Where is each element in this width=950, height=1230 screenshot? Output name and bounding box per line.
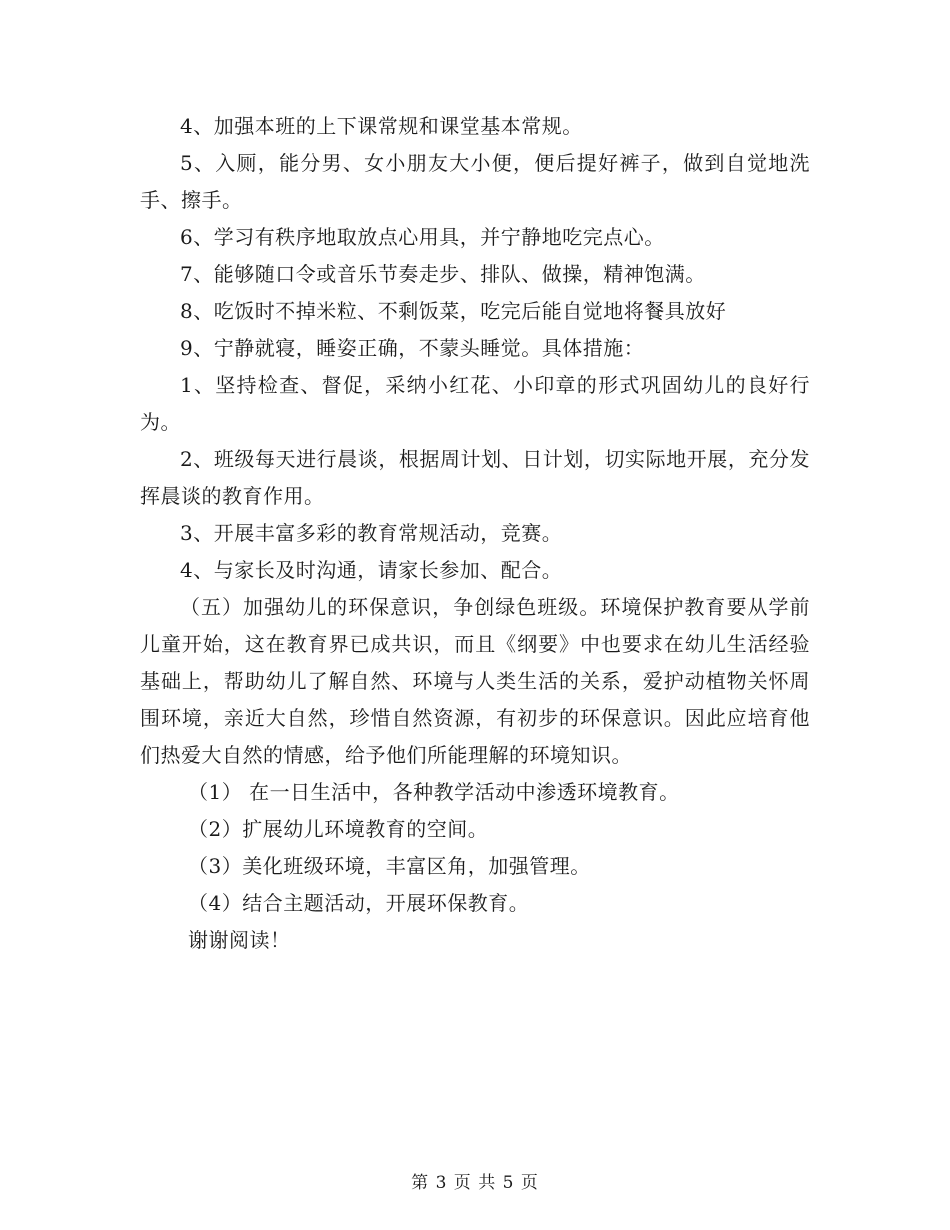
paragraph: 2、班级每天进行晨谈，根据周计划、日计划，切实际地开展，充分发挥晨谈的教育作用。 bbox=[140, 447, 810, 508]
paragraph: 1、坚持检查、督促，采纳小红花、小印章的形式巩固幼儿的良好行为。 bbox=[140, 373, 810, 434]
paragraph: 9、宁静就寝，睡姿正确，不蒙头睡觉。具体措施： bbox=[180, 336, 645, 360]
list-item: （1） 在一日生活中，各种教学活动中渗透环境教育。 bbox=[188, 780, 680, 804]
paragraph: 6、学习有秩序地取放点心用具，并宁静地吃完点心。 bbox=[180, 225, 665, 249]
list-item: （4）结合主题活动，开展环保教育。 bbox=[188, 891, 530, 915]
list-item: （2）扩展幼儿环境教育的空间。 bbox=[188, 817, 489, 841]
paragraph: 3、开展丰富多彩的教育常规活动，竞赛。 bbox=[180, 521, 563, 545]
paragraph: 8、吃饭时不掉米粒、不剩饭菜，吃完后能自觉地将餐具放好 bbox=[180, 299, 727, 323]
paragraph: 4、与家长及时沟通，请家长参加、配合。 bbox=[180, 558, 563, 582]
paragraph: 7、能够随口令或音乐节奏走步、排队、做操，精神饱满。 bbox=[180, 262, 706, 286]
paragraph: （五）加强幼儿的环保意识，争创绿色班级。环境保护教育要从学前儿童开始，这在教育界已成共识，而且《纲要》中也要求在幼儿生活经验基础上，帮助幼儿了解自然、环境与人类生活的关系，爱护动植物关怀周围环境，亲近大自然，珍惜自然资源，有初步的环保意识。因此应培育他们热爱大自然的情感，给予他们所能理解的环境知识。 bbox=[140, 595, 810, 767]
closing-text: 谢谢阅读！ bbox=[188, 928, 291, 952]
document-body bbox=[140, 108, 810, 959]
paragraph: 4、加强本班的上下课常规和课堂基本常规。 bbox=[180, 114, 583, 138]
page-number-footer: 第 3 页 共 5 页 bbox=[411, 1173, 539, 1193]
paragraph: 5、入厕，能分男、女小朋友大小便，便后提好裤子，做到自觉地洗手、擦手。 bbox=[140, 151, 810, 212]
list-item: （3）美化班级环境，丰富区角，加强管理。 bbox=[188, 854, 591, 878]
